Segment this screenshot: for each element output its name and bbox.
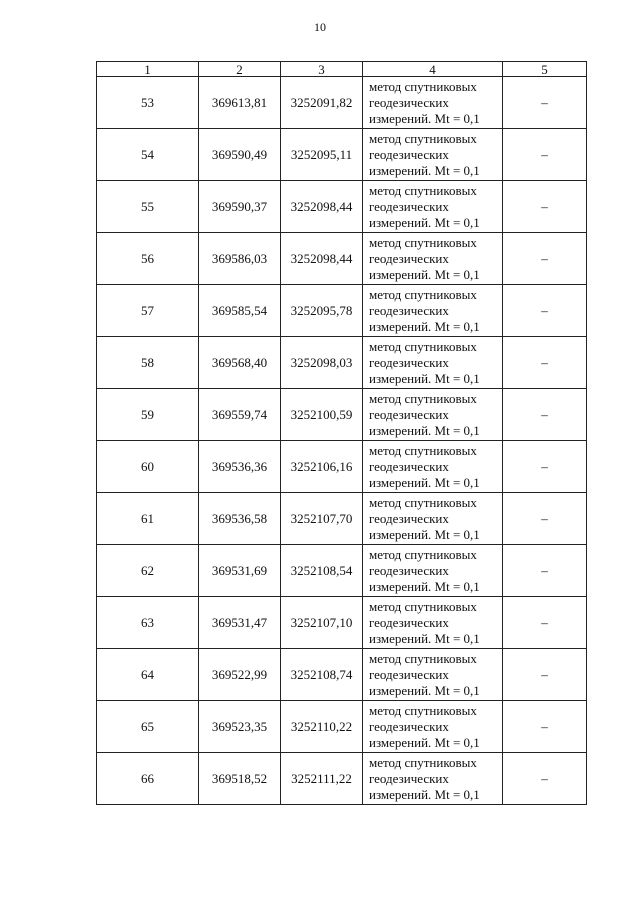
y-coordinate-cell: 3252108,54: [281, 545, 363, 597]
header-row: [97, 62, 587, 77]
note-cell: –: [503, 181, 587, 233]
x-coordinate-cell: 369590,37: [199, 181, 281, 233]
method-cell: [363, 493, 503, 545]
y-coordinate-cell: 3252091,82: [281, 77, 363, 129]
note-cell: –: [503, 77, 587, 129]
method-cell: [363, 597, 503, 649]
x-coordinate-cell: 369586,03: [199, 233, 281, 285]
method-cell: [363, 285, 503, 337]
point-number-cell: 65: [97, 701, 199, 753]
method-line: метод спутниковых: [369, 390, 477, 406]
method-line: геодезических: [369, 666, 449, 682]
point-number-cell: 58: [97, 337, 199, 389]
method-cell: [363, 389, 503, 441]
method-line: метод спутниковых: [369, 338, 477, 354]
note-cell: –: [503, 233, 587, 285]
header-col-2: 2: [199, 62, 281, 77]
method-line: геодезических: [369, 718, 449, 734]
method-line: измерений. Mt = 0,1: [369, 630, 480, 646]
method-line: геодезических: [369, 562, 449, 578]
method-line: измерений. Mt = 0,1: [369, 266, 480, 282]
method-line: измерений. Mt = 0,1: [369, 370, 480, 386]
note-cell: –: [503, 545, 587, 597]
x-coordinate-cell: 369585,54: [199, 285, 281, 337]
y-coordinate-cell: 3252100,59: [281, 389, 363, 441]
header-col-1: 1: [97, 62, 199, 77]
method-line: метод спутниковых: [369, 286, 477, 302]
method-line: геодезических: [369, 198, 449, 214]
note-cell: –: [503, 597, 587, 649]
method-line: измерений. Mt = 0,1: [369, 578, 480, 594]
method-line: геодезических: [369, 458, 449, 474]
note-cell: –: [503, 493, 587, 545]
y-coordinate-cell: 3252098,44: [281, 233, 363, 285]
method-line: метод спутниковых: [369, 442, 477, 458]
method-cell: [363, 545, 503, 597]
table-row: [97, 337, 587, 389]
x-coordinate-cell: 369536,58: [199, 493, 281, 545]
table-row: [97, 77, 587, 129]
header-col-3: 3: [281, 62, 363, 77]
y-coordinate-cell: 3252095,11: [281, 129, 363, 181]
table-header: [97, 62, 587, 77]
table-row: [97, 649, 587, 701]
method-line: геодезических: [369, 406, 449, 422]
y-coordinate-cell: 3252111,22: [281, 753, 363, 805]
note-cell: –: [503, 753, 587, 805]
method-line: метод спутниковых: [369, 182, 477, 198]
table-row: [97, 389, 587, 441]
point-number-cell: 54: [97, 129, 199, 181]
method-line: геодезических: [369, 354, 449, 370]
point-number-cell: 56: [97, 233, 199, 285]
table-row: [97, 597, 587, 649]
method-cell: [363, 233, 503, 285]
method-line: метод спутниковых: [369, 130, 477, 146]
method-line: измерений. Mt = 0,1: [369, 474, 480, 490]
method-cell: [363, 77, 503, 129]
method-line: геодезических: [369, 250, 449, 266]
method-line: геодезических: [369, 146, 449, 162]
method-cell: [363, 649, 503, 701]
note-cell: –: [503, 129, 587, 181]
method-line: измерений. Mt = 0,1: [369, 214, 480, 230]
y-coordinate-cell: 3252107,70: [281, 493, 363, 545]
y-coordinate-cell: 3252107,10: [281, 597, 363, 649]
table-row: [97, 753, 587, 805]
method-line: геодезических: [369, 510, 449, 526]
table-row: [97, 233, 587, 285]
method-line: метод спутниковых: [369, 754, 477, 770]
method-line: геодезических: [369, 614, 449, 630]
x-coordinate-cell: 369531,47: [199, 597, 281, 649]
y-coordinate-cell: 3252110,22: [281, 701, 363, 753]
note-cell: –: [503, 441, 587, 493]
coordinates-table: [96, 61, 587, 805]
method-line: измерений. Mt = 0,1: [369, 786, 480, 802]
method-cell: [363, 129, 503, 181]
x-coordinate-cell: 369559,74: [199, 389, 281, 441]
method-line: метод спутниковых: [369, 598, 477, 614]
point-number-cell: 53: [97, 77, 199, 129]
note-cell: –: [503, 649, 587, 701]
page-number: 10: [314, 20, 326, 34]
point-number-cell: 63: [97, 597, 199, 649]
x-coordinate-cell: 369531,69: [199, 545, 281, 597]
method-line: метод спутниковых: [369, 702, 477, 718]
x-coordinate-cell: 369523,35: [199, 701, 281, 753]
header-col-5: 5: [503, 62, 587, 77]
method-cell: [363, 701, 503, 753]
method-line: метод спутниковых: [369, 546, 477, 562]
method-line: измерений. Mt = 0,1: [369, 318, 480, 334]
method-line: геодезических: [369, 302, 449, 318]
method-line: метод спутниковых: [369, 78, 477, 94]
point-number-cell: 60: [97, 441, 199, 493]
table-body: [97, 77, 587, 805]
x-coordinate-cell: 369613,81: [199, 77, 281, 129]
table-row: [97, 701, 587, 753]
method-line: метод спутниковых: [369, 494, 477, 510]
y-coordinate-cell: 3252098,44: [281, 181, 363, 233]
y-coordinate-cell: 3252108,74: [281, 649, 363, 701]
note-cell: –: [503, 285, 587, 337]
point-number-cell: 66: [97, 753, 199, 805]
table-row: [97, 181, 587, 233]
x-coordinate-cell: 369568,40: [199, 337, 281, 389]
x-coordinate-cell: 369590,49: [199, 129, 281, 181]
y-coordinate-cell: 3252106,16: [281, 441, 363, 493]
table-row: [97, 129, 587, 181]
x-coordinate-cell: 369518,52: [199, 753, 281, 805]
method-line: измерений. Mt = 0,1: [369, 422, 480, 438]
header-col-4: 4: [363, 62, 503, 77]
method-line: измерений. Mt = 0,1: [369, 162, 480, 178]
method-line: метод спутниковых: [369, 650, 477, 666]
method-cell: [363, 441, 503, 493]
y-coordinate-cell: 3252095,78: [281, 285, 363, 337]
table-row: [97, 545, 587, 597]
method-cell: [363, 181, 503, 233]
method-cell: [363, 753, 503, 805]
note-cell: –: [503, 337, 587, 389]
method-line: метод спутниковых: [369, 234, 477, 250]
method-line: измерений. Mt = 0,1: [369, 734, 480, 750]
method-line: измерений. Mt = 0,1: [369, 526, 480, 542]
point-number-cell: 64: [97, 649, 199, 701]
table-row: [97, 441, 587, 493]
note-cell: –: [503, 701, 587, 753]
table-row: [97, 285, 587, 337]
y-coordinate-cell: 3252098,03: [281, 337, 363, 389]
point-number-cell: 62: [97, 545, 199, 597]
method-line: геодезических: [369, 770, 449, 786]
x-coordinate-cell: 369522,99: [199, 649, 281, 701]
point-number-cell: 59: [97, 389, 199, 441]
method-cell: [363, 337, 503, 389]
note-cell: –: [503, 389, 587, 441]
x-coordinate-cell: 369536,36: [199, 441, 281, 493]
method-line: измерений. Mt = 0,1: [369, 110, 480, 126]
table-row: [97, 493, 587, 545]
point-number-cell: 55: [97, 181, 199, 233]
point-number-cell: 61: [97, 493, 199, 545]
method-line: геодезических: [369, 94, 449, 110]
point-number-cell: 57: [97, 285, 199, 337]
method-line: измерений. Mt = 0,1: [369, 682, 480, 698]
